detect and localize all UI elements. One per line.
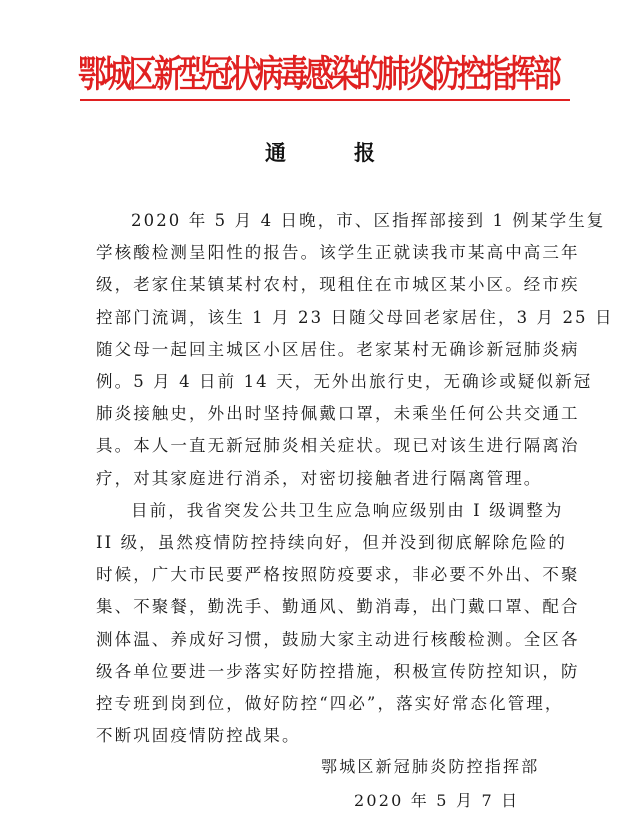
text-line: 2020 年 5 月 4 日晚，市、区指挥部接到 1 例某学生复	[131, 211, 606, 230]
header-red-rule	[80, 99, 570, 101]
text-line: 随父母一起回主城区小区居住。老家某村无确诊新冠肺炎病	[96, 339, 580, 359]
paragraph-2	[96, 495, 580, 753]
text-line: 控部门流调，该生 1 月 23 日随父母回老家居住，3 月 25 日	[96, 307, 614, 327]
signature-authority: 鄂城区新冠肺炎防控指挥部	[321, 757, 540, 776]
text-line: 学核酸检测呈阳性的报告。该学生正就读我市某高中高三年	[96, 243, 580, 263]
text-line: 时候，广大市民要严格按照防疫要求，非必要不外出、不聚	[96, 565, 580, 585]
issuing-authority-header: 鄂城区新型冠状病毒感染的肺炎防控指挥部	[78, 51, 559, 96]
text-line: 级，老家住某镇某村农村，现租住在市城区某小区。经市疾	[96, 275, 580, 295]
text-line: 肺炎接触史，外出时坚持佩戴口罩，未乘坐任何公共交通工	[96, 404, 580, 424]
text-line: 例。5 月 4 日前 14 天，无外出旅行史，无确诊或疑似新冠	[96, 372, 593, 392]
paragraph-1	[96, 205, 614, 495]
text-line: II 级，虽然疫情防控持续向好，但并没到彻底解除危险的	[96, 533, 567, 553]
text-line: 具。本人一直无新冠肺炎相关症状。现已对该生进行隔离治	[96, 436, 580, 456]
document-title: 通报	[265, 140, 443, 165]
text-line: 级各单位要进一步落实好防控措施，积极宣传防控知识，防	[96, 661, 580, 681]
document-body	[96, 205, 614, 752]
text-line: 疗，对其家庭进行消杀，对密切接触者进行隔离管理。	[96, 468, 543, 488]
signature-date: 2020 年 5 月 7 日	[354, 791, 520, 810]
text-line: 测体温、养成好习惯，鼓励大家主动进行核酸检测。全区各	[96, 629, 580, 649]
text-line: 集、不聚餐，勤洗手、勤通风、勤消毒，出门戴口罩、配合	[96, 597, 580, 617]
text-line: 控专班到岗到位，做好防控“四必”，落实好常态化管理，	[96, 694, 564, 714]
text-line: 不断巩固疫情防控战果。	[96, 726, 301, 746]
text-line: 目前，我省突发公共卫生应急响应级别由 I 级调整为	[131, 500, 564, 520]
